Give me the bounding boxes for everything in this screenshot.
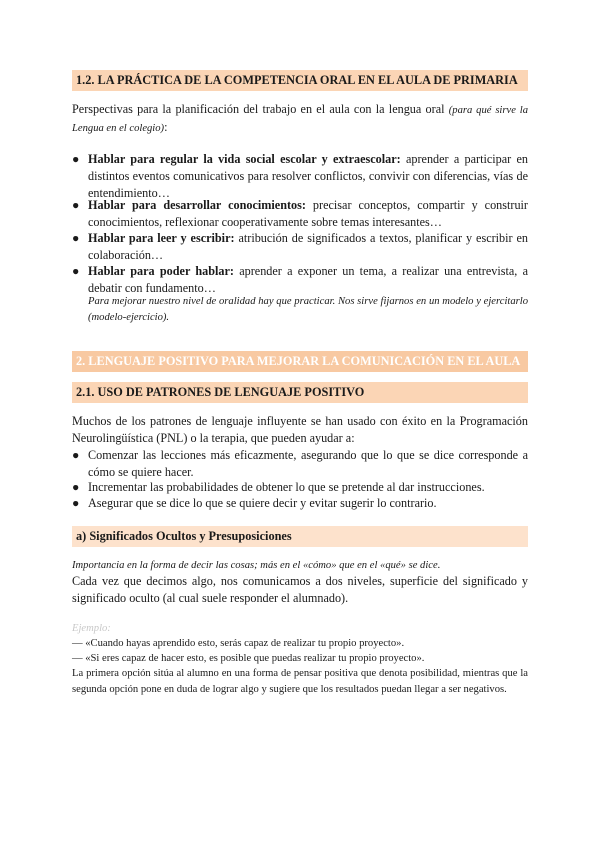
paragraph-conclusion: La primera opción sitúa al alumno en una forma de pensar positiva que denota posibilidad, mientras que la segunda opción pone en duda de lograr algo y sugiere que los resultados puedan llegar a ser negativos.	[72, 668, 528, 695]
list-item: ● Hablar para leer y escribir: atribución de significados a textos, planificar y escribir en colaboración…	[72, 231, 529, 262]
example-line-1: — «Cuando hayas aprendido esto, serás capaz de realizar tu propio proyecto».	[72, 638, 405, 649]
paragraph-pnl: Muchos de los patrones de lenguaje influyente se han usado con éxito en la Programación Neurolingüística (PNL) o la terapia, que pueden ayudar a:	[72, 414, 528, 445]
list-item: ● Asegurar que se dice lo que se quiere decir y evitar sugerir lo contrario.	[72, 496, 437, 510]
section-heading-2-1: 2.1. USO DE PATRONES DE LENGUAJE POSITIVO	[72, 382, 528, 403]
section-heading-2: 2. LENGUAJE POSITIVO PARA MEJORAR LA COMUNICACIÓN EN EL AULA	[72, 351, 528, 372]
intro-paragraph: Perspectivas para la planificación del trabajo en el aula con la lengua oral (para qué sirve la Lengua en el colegio):	[72, 102, 529, 134]
note-importancia: Importancia en la forma de decir las cosas; más en el «cómo» que en el «qué» se dice.	[72, 560, 441, 571]
list-item: ● Hablar para regular la vida social escolar y extraescolar: aprender a participar en distintos eventos comunicativos para resolver conflictos, convivir con diferencias, vías de entendimiento…	[72, 152, 528, 200]
note-oralidad: Para mejorar nuestro nivel de oralidad hay que practicar. Nos sirve fijarnos en un modelo y ejercitarlo (modelo-ejercicio).	[88, 296, 528, 323]
paragraph-niveles: Cada vez que decimos algo, nos comunicamos a dos niveles, superficie del significado y significado oculto (al cual suele responder el alumnado).	[72, 574, 528, 605]
section-heading-a: a) Significados Ocultos y Presuposiciones	[72, 526, 528, 547]
list-item: ● Hablar para poder hablar: aprender a exponer un tema, a realizar una entrevista, a debatir con fundamento…	[72, 264, 528, 295]
list-item: ● Comenzar las lecciones más eficazmente, asegurando que lo que se dice corresponde a cómo se quiere hacer.	[72, 448, 528, 479]
example-label: Ejemplo:	[72, 623, 111, 634]
list-item: ● Incrementar las probabilidades de obtener lo que se pretende al dar instrucciones.	[72, 480, 485, 494]
section-heading-1-2: 1.2. LA PRÁCTICA DE LA COMPETENCIA ORAL EN EL AULA DE PRIMARIA	[72, 70, 528, 91]
example-line-2: — «Si eres capaz de hacer esto, es posible que puedas realizar tu propio proyecto».	[72, 653, 425, 664]
list-item: ● Hablar para desarrollar conocimientos: precisar conceptos, compartir y construir conocimientos, reflexionar cooperativamente sobre temas interesantes…	[72, 198, 528, 229]
